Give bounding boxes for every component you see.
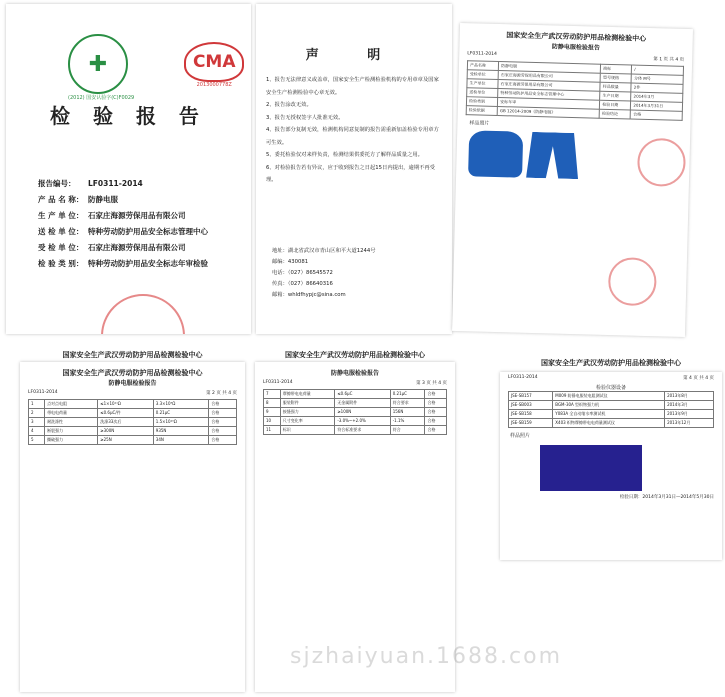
table-cell: 符合 [390, 426, 425, 435]
table-cell: 断裂强力 [45, 427, 98, 436]
table-cell: 合格 [425, 390, 447, 399]
table-cell: 第 2 页 共 4 页 [206, 391, 237, 396]
declaration-item: 4、报告部分复制无效，检测机构同意复制的报告需重新加盖检验专用章方可生效。 [266, 127, 439, 146]
table-cell: 检 验 类 别： [38, 259, 84, 268]
table-cell: 石家庄海源劳保用品有限公司 [88, 211, 186, 220]
table-cell: 安标年审 [497, 98, 599, 110]
table-cell: 合格 [425, 417, 447, 426]
table-row [29, 427, 237, 436]
email: 邮箱：whldfhypjc@sina.com [272, 292, 346, 298]
field-row [38, 256, 208, 272]
table-cell: 符合要求 [390, 399, 425, 408]
table-cell: 无金属附件 [335, 399, 390, 408]
table-cell: 石家庄海源劳保用品有限公司 [498, 71, 600, 83]
field-row [38, 176, 208, 192]
table-cell: 特种劳动防护用品安全标志年审检验 [88, 259, 208, 268]
center-name: 国家安全生产武汉劳动防护用品检测检验中心 [62, 369, 203, 377]
table-cell: ≥25N [98, 436, 154, 445]
field-row [38, 192, 208, 208]
table-cell: 受检单位 [467, 70, 498, 80]
table-row [29, 409, 237, 418]
field-row [38, 240, 208, 256]
table-cell: 洗涤33次后 [98, 418, 154, 427]
table-cell: 10 [264, 417, 281, 426]
table-cell: 防静电服 [88, 195, 118, 204]
table-cell: X403 织物摩擦带电电荷量测试仪 [553, 419, 665, 428]
fabric-sample-image [540, 445, 642, 491]
page5-header: 国家安全生产武汉劳动防护用品检测检验中心 [285, 351, 425, 359]
address: 地址：湖北省武汉市青山区和平大道1244号 [272, 248, 376, 254]
table-cell: / [632, 65, 684, 75]
table-cell: 撕破强力 [45, 436, 98, 445]
table-cell: 2014年3月31日 [631, 101, 683, 111]
table-cell: -3.0%~+2.0% [335, 417, 390, 426]
page-meta [500, 372, 722, 384]
table-cell: 合格 [209, 418, 237, 427]
fax: 传真：（027）86640316 [272, 281, 333, 287]
table-cell: 点对点电阻 [45, 400, 98, 409]
table-cell: BGM-30A 型织物强力机 [553, 401, 665, 410]
table-cell: JSE-SB157 [509, 392, 553, 401]
table-cell: 报告编号： [38, 179, 76, 188]
table-cell: LF0311-2014 [88, 179, 143, 188]
page6-header: 国家安全生产武汉劳动防护用品检测检验中心 [541, 359, 681, 367]
table-row [264, 417, 447, 426]
test-table-2 [263, 389, 447, 435]
contact-info [272, 246, 376, 301]
declaration-items [266, 74, 444, 187]
report-subtitle: 防静电服检验报告 [108, 380, 157, 387]
table-cell: LF0311-2014 [467, 51, 497, 57]
table-cell: 第 1 页 共 4 页 [653, 57, 685, 63]
table-row [264, 426, 447, 435]
table-cell: 特种劳动防护用品安全标志管理中心 [88, 227, 208, 236]
red-stamp [637, 138, 686, 187]
table-row [29, 400, 237, 409]
table-cell: 特种劳动防护用品安全标志管理中心 [498, 89, 600, 101]
table-cell: 合格 [425, 399, 447, 408]
report-subtitle: 防静电服检验报告 [330, 370, 379, 377]
table-cell: 3 [29, 418, 45, 427]
table-cell: 1.5×10¹⁰Ω [153, 418, 209, 427]
declaration-item: 6、对检验报告若有异议，应于收到报告之日起15日内提出，逾期不再受理。 [266, 164, 436, 183]
cover-fields [38, 176, 208, 272]
cover-title: 检 验 报 告 [50, 104, 207, 128]
report-subtitle: 防静电服检验报告 [551, 43, 601, 52]
table-row [29, 418, 237, 427]
table-cell: 935N [153, 427, 209, 436]
table-cell: ≥300N [98, 427, 154, 436]
table-cell: 4 [29, 427, 45, 436]
table-cell: ≥100N [335, 408, 390, 417]
table-cell: 标识 [280, 426, 335, 435]
certification-logo [68, 34, 134, 101]
table-cell: 2 [29, 409, 45, 418]
table-cell: 第 4 页 共 4 页 [683, 376, 714, 381]
table-cell: 产 品 名 称： [38, 195, 84, 204]
table-cell: 生 产 单 位： [38, 211, 84, 220]
declaration-page [256, 4, 452, 334]
table-cell: 产品名称 [467, 61, 498, 71]
table-cell: 2013年9月 [665, 410, 714, 419]
table-cell: 样品数量 [600, 82, 631, 92]
jacket-image [468, 130, 523, 177]
table-cell: 分体 M号 [631, 74, 683, 84]
table-cell: 送 检 单 位： [38, 227, 84, 236]
table-cell: 0.21μC [153, 409, 209, 418]
red-stamp [101, 294, 185, 334]
table-cell: 接缝强力 [280, 408, 335, 417]
telephone: 电话：（027）86545572 [272, 270, 333, 276]
table-cell: 合格 [209, 427, 237, 436]
table-cell: 3.3×10⁹Ω [153, 400, 209, 409]
field-row [38, 208, 208, 224]
table-cell: ≤0.6μC/件 [98, 409, 154, 418]
test-date: 检验日期：2014年3月31日—2014年5月30日 [619, 495, 714, 500]
table-cell: ≤0.6μC [335, 390, 390, 399]
table-cell: 符合标准要求 [335, 426, 390, 435]
red-stamp [608, 257, 657, 306]
table-cell: 检验类别 [466, 97, 497, 107]
field-row [38, 224, 208, 240]
table-cell: 合格 [209, 409, 237, 418]
table-row [264, 399, 447, 408]
test-page-1 [20, 362, 245, 692]
table-row [29, 436, 237, 445]
table-cell: 带电电荷量 [45, 409, 98, 418]
summary-page [452, 23, 693, 337]
table-cell: 生产单位 [467, 79, 498, 89]
left-logo-caption: (2012) 国安认验字(C)F0029 [68, 95, 135, 101]
table-cell: LF0311-2014 [28, 390, 58, 395]
cma-icon: CMA [184, 42, 244, 82]
table-row [509, 401, 714, 410]
table-cell: 2件 [631, 83, 683, 93]
cross-seal-icon: ✚ [68, 34, 128, 94]
table-cell: -1.1% [390, 417, 425, 426]
declaration-item: 2、报告涂改无效。 [266, 102, 312, 108]
declaration-item: 3、报告无授权签字人批准无效。 [266, 114, 344, 121]
table-cell: 检验日期 [600, 100, 631, 110]
table-cell: 11 [264, 426, 281, 435]
table-cell: 检验结论 [599, 109, 630, 119]
table-cell: 合格 [630, 110, 682, 120]
watermark: sjzhaiyuan.1688.com [290, 644, 563, 669]
postcode: 邮编：430081 [272, 259, 309, 265]
test-table [28, 399, 237, 445]
table-cell: 第 3 页 共 4 页 [416, 381, 447, 386]
equipment-table [508, 391, 714, 428]
cma-logo [184, 34, 244, 101]
table-cell: 1 [29, 400, 45, 409]
table-cell: 合格 [425, 426, 447, 435]
table-cell: 受 检 单 位： [38, 243, 84, 252]
table-cell: 商标 [601, 64, 632, 74]
table-cell: Y083A 全自动缩水率测试机 [553, 410, 665, 419]
table-cell: 7 [264, 390, 281, 399]
table-cell: 尺寸变化率 [280, 417, 335, 426]
table-cell: 2013年8月 [665, 392, 714, 401]
table-cell: M009 防静电服装电阻测试仪 [553, 392, 665, 401]
page-meta [20, 387, 245, 399]
table-cell: LF0311-2014 [508, 375, 538, 380]
summary-table [466, 60, 684, 121]
table-cell: 摩擦带电电荷量 [280, 390, 335, 399]
table-row [509, 392, 714, 401]
equipment-title: 检验仪器设备 [595, 385, 626, 391]
table-row [264, 390, 447, 399]
table-cell: JSE-SB159 [509, 419, 553, 428]
pants-image [526, 132, 579, 179]
table-cell: 检验依据 [466, 106, 497, 116]
table-cell: 5 [29, 436, 45, 445]
declaration-item: 1、报告无法律意义或盖章，国家安全生产检测检验机构的专用章章及国家安全生产检测检验中心章无效。 [266, 77, 439, 96]
table-cell: JSE-SB003 [509, 401, 553, 410]
table-cell: 2014年3月 [665, 401, 714, 410]
table-cell: 2013年12月 [665, 419, 714, 428]
table-cell: 石家庄海源劳保用品有限公司 [88, 243, 186, 252]
table-cell: 9 [264, 408, 281, 417]
table-cell: 合格 [209, 436, 237, 445]
table-cell: 合格 [209, 400, 237, 409]
table-cell: 合格 [425, 408, 447, 417]
page-meta [255, 377, 455, 389]
table-cell: 送检单位 [467, 88, 498, 98]
table-cell: GB 12014-2009《防静电服》 [497, 107, 599, 119]
table-cell: 耐洗涤性 [45, 418, 98, 427]
table-cell: LF0311-2014 [263, 380, 293, 385]
sample-label: 样品照片 [510, 433, 531, 439]
declaration-item: 5、委托检验仅对来样负责，检测结果供委托方了解样品质量之用。 [266, 152, 423, 158]
table-cell: 8 [264, 399, 281, 408]
table-cell: 156N [390, 408, 425, 417]
cover-page [6, 4, 251, 334]
table-cell: ≤1×10¹¹Ω [98, 400, 154, 409]
table-row [264, 408, 447, 417]
table-cell: 0.21μC [390, 390, 425, 399]
table-cell: 型号规格 [600, 73, 631, 83]
table-cell: 防静电服 [498, 62, 600, 74]
table-cell: JSE-SB158 [509, 410, 553, 419]
equipment-page [500, 372, 722, 560]
table-row [509, 419, 714, 428]
table-row [509, 410, 714, 419]
table-cell: 服装附件 [280, 399, 335, 408]
sample-caption: 样品照片 [469, 120, 490, 127]
test-page-2 [255, 362, 455, 692]
page4-header: 国家安全生产武汉劳动防护用品检测检验中心 [62, 351, 203, 359]
cma-code: 2013000778Z [196, 82, 232, 88]
table-cell: 2014年3月 [631, 92, 683, 102]
center-name: 国家安全生产武汉劳动防护用品检测检验中心 [506, 31, 647, 43]
table-cell: 34N [153, 436, 209, 445]
table-cell: 生产日期 [600, 91, 631, 101]
declaration-title: 声 明 [305, 48, 403, 63]
table-cell: 石家庄海源劳保用品有限公司 [498, 80, 600, 92]
